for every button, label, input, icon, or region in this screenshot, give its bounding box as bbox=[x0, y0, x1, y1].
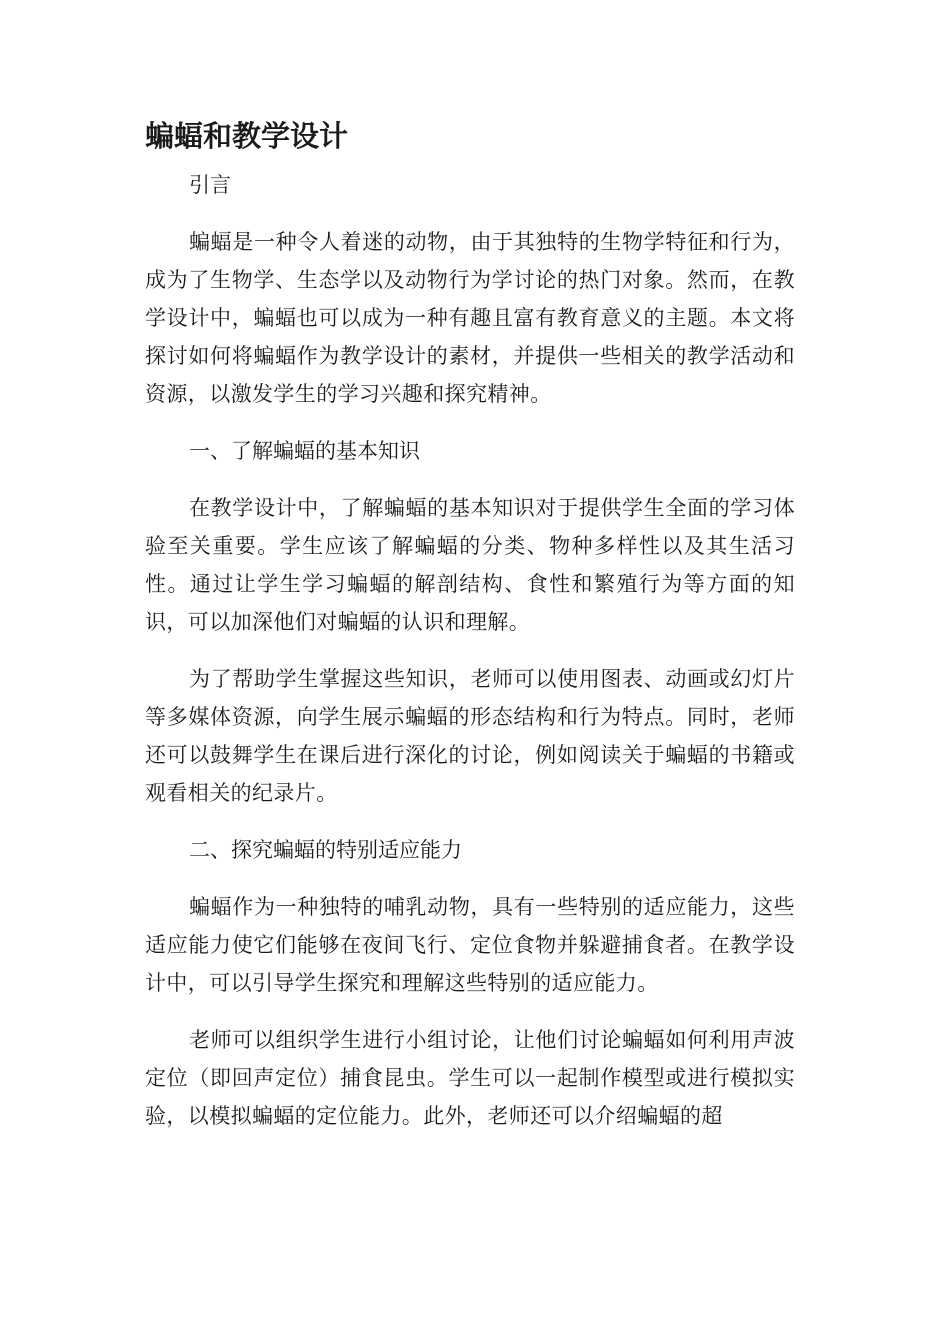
section1-paragraph-2: 为了帮助学生掌握这些知识，老师可以使用图表、动画或幻灯片等多媒体资源，向学生展示蝙蝠的形态结构和行为特点。同时，老师还可以鼓舞学生在课后进行深化的讨论，例如阅读关于蝙蝠的书籍或观看相关的纪录片。 bbox=[145, 667, 795, 805]
section2-heading: 二、探究蝙蝠的特别适应能力 bbox=[189, 838, 462, 862]
intro-paragraph: 蝙蝠是一种令人着迷的动物，由于其独特的生物学特征和行为，成为了生物学、生态学以及动物行为学讨论的热门对象。然而，在教学设计中，蝙蝠也可以成为一种有趣且富有教育意义的主题。本文将探讨如何将蝙蝠作为教学设计的素材，并提供一些相关的教学活动和资源，以激发学生的学习兴趣和探究精神。 bbox=[145, 230, 795, 406]
section2-paragraph-2: 老师可以组织学生进行小组讨论，让他们讨论蝙蝠如何利用声波定位（即回声定位）捕食昆虫。学生可以一起制作模型或进行模拟实验，以模拟蝙蝠的定位能力。此外，老师还可以介绍蝙蝠的超 bbox=[145, 1028, 795, 1128]
document-body bbox=[145, 166, 795, 1135]
intro-heading: 引言 bbox=[189, 173, 231, 197]
section1-heading: 一、了解蝙蝠的基本知识 bbox=[189, 439, 420, 463]
section2-paragraph-1: 蝙蝠作为一种独特的哺乳动物，具有一些特别的适应能力，这些适应能力使它们能够在夜间飞行、定位食物并躲避捕食者。在教学设计中，可以引导学生探究和理解这些特别的适应能力。 bbox=[145, 895, 795, 995]
section1-paragraph-1: 在教学设计中，了解蝙蝠的基本知识对于提供学生全面的学习体验至关重要。学生应该了解蝙蝠的分类、物种多样性以及其生活习性。通过让学生学习蝙蝠的解剖结构、食性和繁殖行为等方面的知识，可以加深他们对蝙蝠的认识和理解。 bbox=[145, 496, 795, 634]
document-title: 蝙蝠和教学设计 bbox=[145, 119, 349, 153]
